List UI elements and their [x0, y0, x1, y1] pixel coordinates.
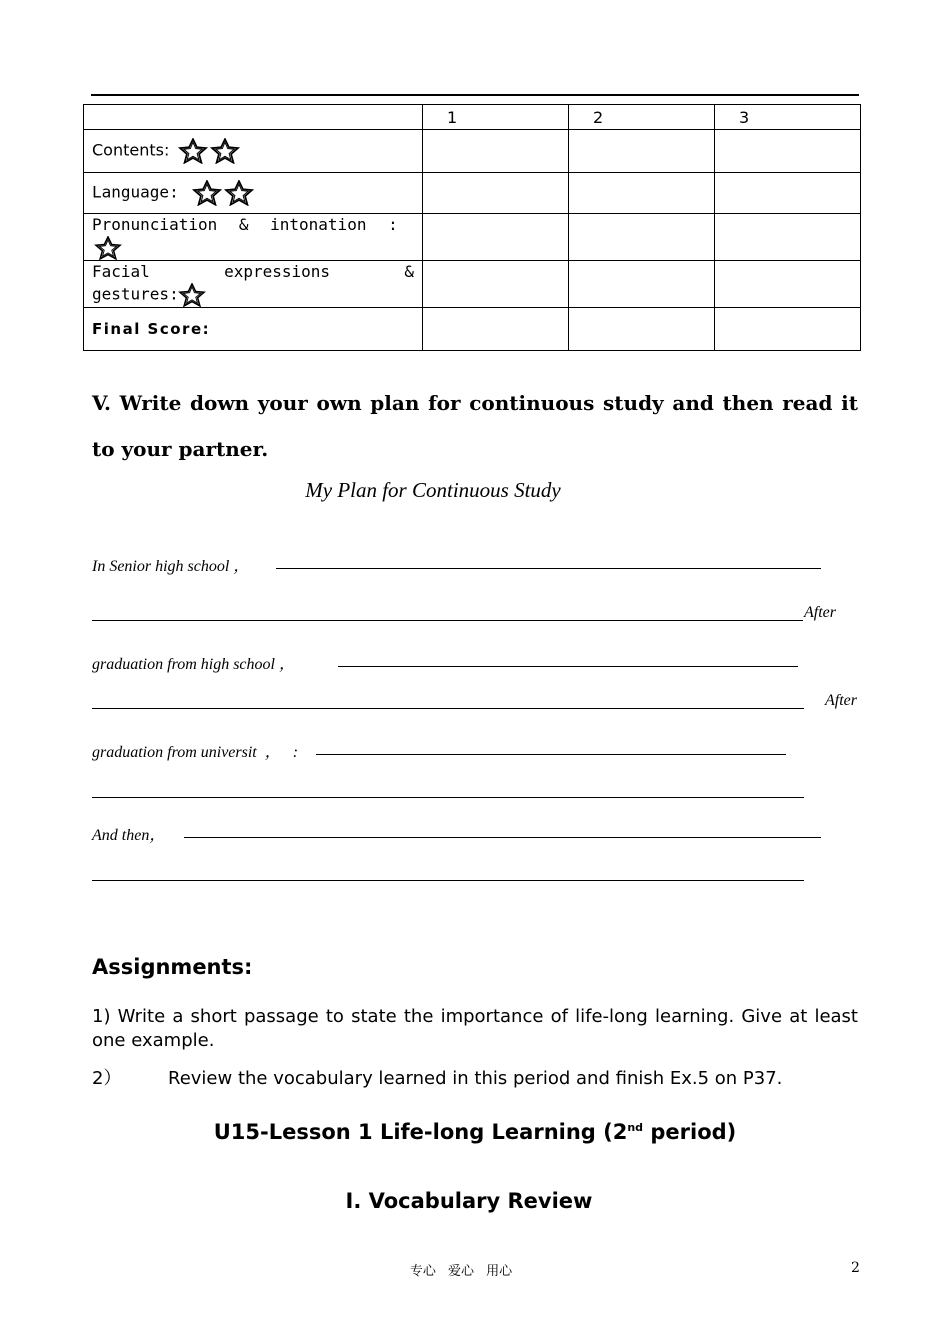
- after-label: After: [804, 604, 836, 621]
- row-label-facial: [84, 261, 423, 308]
- row-label-language: [84, 173, 423, 214]
- score-cell[interactable]: [423, 214, 569, 261]
- row-label-contents: [84, 130, 423, 173]
- score-cell[interactable]: [569, 173, 715, 214]
- senior-high-prompt: In Senior high school ，: [92, 558, 250, 575]
- column-header-1: 1: [423, 105, 569, 130]
- star-outline-icon: [173, 283, 211, 307]
- assignment-item-1: 1) Write a short passage to state the importance of life-long learning. Give at least one example.: [92, 1006, 858, 1051]
- page-number: 2: [851, 1260, 860, 1276]
- score-cell[interactable]: [423, 173, 569, 214]
- star-outline-icon: [220, 180, 258, 206]
- answer-line[interactable]: [316, 754, 786, 755]
- vocabulary-review-heading: I. Vocabulary Review: [345, 1189, 593, 1213]
- column-header-2: 2: [569, 105, 715, 130]
- after-label: After: [825, 692, 857, 709]
- facial-label-cont: gestures:: [92, 284, 179, 304]
- assignment-item-2-number: 2）: [92, 1068, 122, 1089]
- table-row-language: [84, 173, 861, 214]
- column-header-3: 3: [715, 105, 861, 130]
- star-outline-icon: [206, 138, 244, 164]
- assignments-heading: Assignments:: [92, 955, 253, 979]
- answer-line[interactable]: [184, 837, 821, 838]
- lesson-title-end: period): [643, 1120, 737, 1144]
- answer-line[interactable]: [276, 568, 821, 569]
- final-score-label: Final Score:: [84, 308, 423, 351]
- score-cell[interactable]: [569, 130, 715, 173]
- footer-motto: 专心 爱心 用心: [409, 1264, 513, 1279]
- table-row-contents: [84, 130, 861, 173]
- table-row-facial: [84, 261, 861, 308]
- score-cell[interactable]: [569, 261, 715, 308]
- score-cell[interactable]: [715, 214, 861, 261]
- score-cell[interactable]: [423, 261, 569, 308]
- header-rule: [91, 94, 859, 96]
- pronunciation-label: Pronunciation & intonation :: [92, 215, 398, 234]
- row-label-pronunciation: [84, 214, 423, 261]
- language-label: Language:: [92, 182, 179, 202]
- grad-hs-prompt: graduation from high school ，: [92, 656, 295, 673]
- score-cell[interactable]: [423, 308, 569, 351]
- answer-line[interactable]: [92, 620, 803, 621]
- score-cell[interactable]: [715, 261, 861, 308]
- lesson-title-sup: nd: [627, 1121, 644, 1134]
- score-cell[interactable]: [423, 130, 569, 173]
- assignment-item-2-text: Review the vocabulary learned in this period and finish Ex.5 on P37.: [168, 1068, 783, 1089]
- score-cell[interactable]: [715, 173, 861, 214]
- and-then-prompt: And then，: [92, 827, 166, 844]
- table-header-blank: [84, 105, 423, 130]
- lesson-title: [0, 1120, 950, 1144]
- table-row-pronunciation: [84, 214, 861, 261]
- assignment-item-2: [92, 1064, 782, 1090]
- answer-line[interactable]: [92, 797, 804, 798]
- score-cell[interactable]: [569, 214, 715, 261]
- table-row-final: [84, 308, 861, 351]
- score-cell[interactable]: [569, 308, 715, 351]
- star-outline-icon: [89, 236, 127, 260]
- evaluation-table: [83, 104, 861, 351]
- facial-label: Facial expressions &: [92, 262, 414, 281]
- answer-line[interactable]: [338, 666, 798, 667]
- score-cell[interactable]: [715, 130, 861, 173]
- plan-title: My Plan for Continuous Study: [305, 478, 561, 502]
- section-v-instruction: V. Write down your own plan for continuous study and then read it to your partner.: [92, 391, 858, 461]
- answer-line[interactable]: [92, 880, 804, 881]
- answer-line[interactable]: [92, 708, 804, 709]
- lesson-title-main: U15-Lesson 1 Life-long Learning (2: [213, 1120, 628, 1144]
- table-header-row: [84, 105, 861, 130]
- grad-uni-prompt: graduation from universit ， :: [92, 744, 299, 761]
- score-cell[interactable]: [715, 308, 861, 351]
- contents-label: Contents:: [92, 140, 170, 160]
